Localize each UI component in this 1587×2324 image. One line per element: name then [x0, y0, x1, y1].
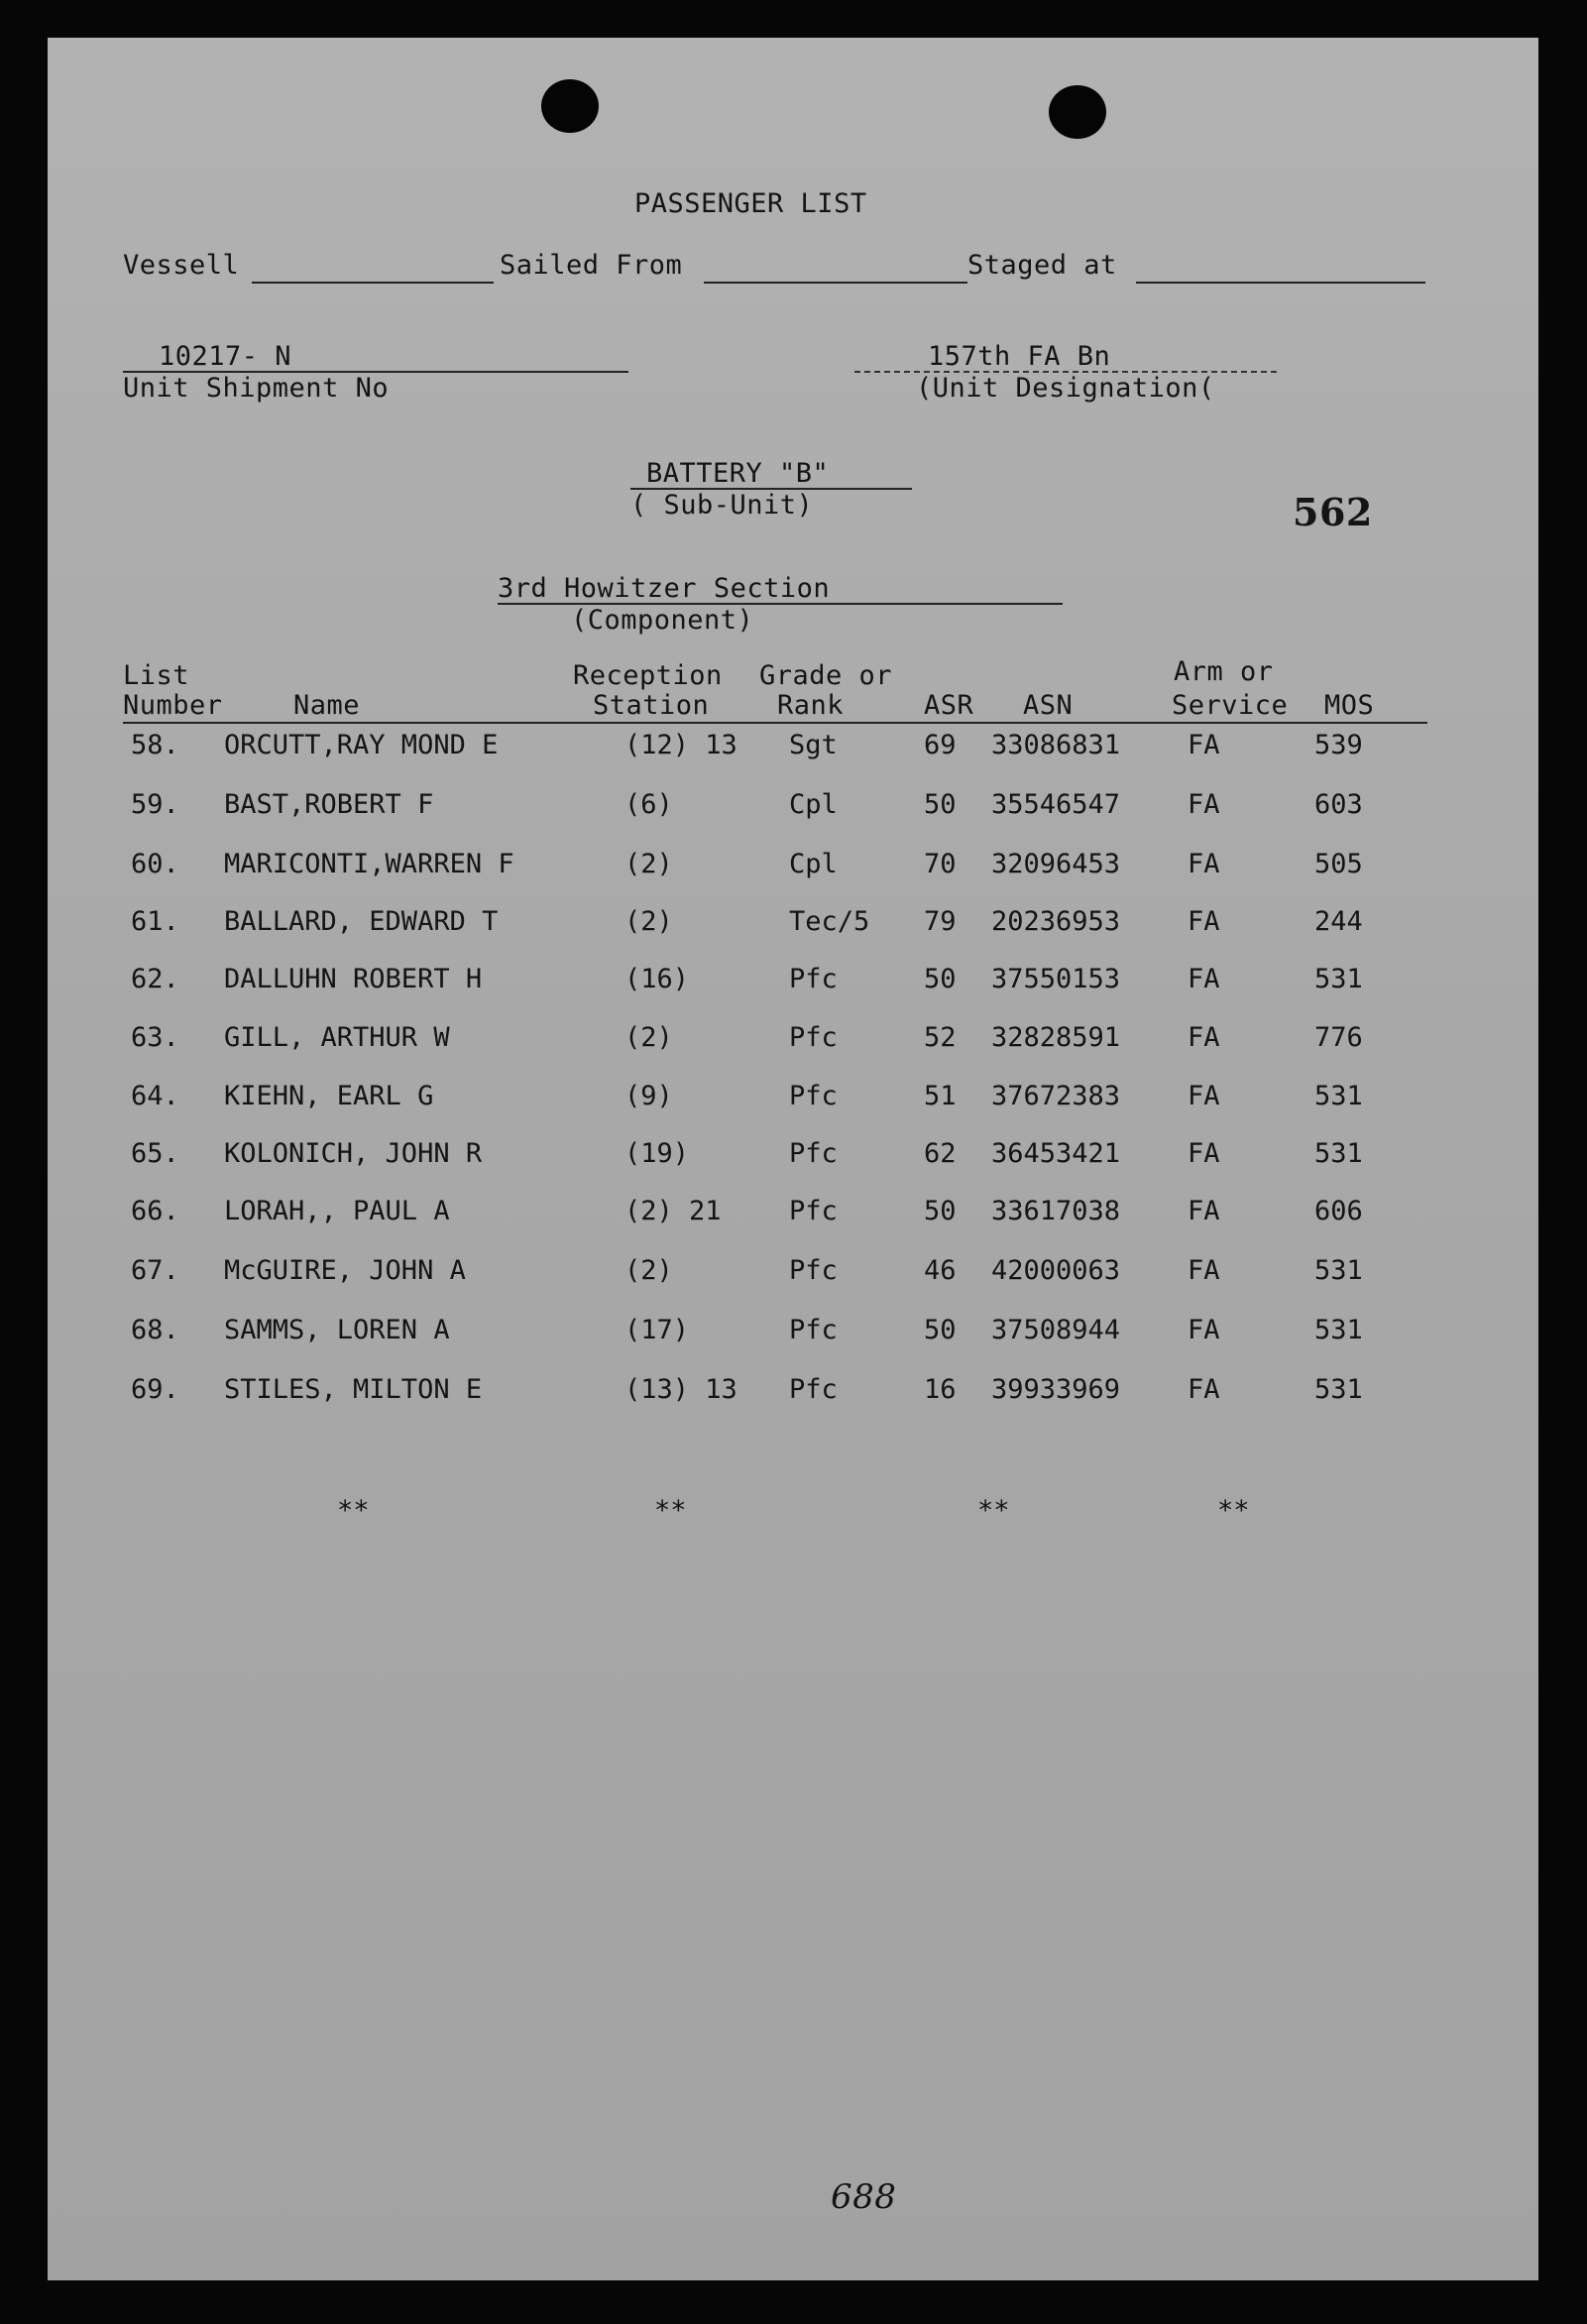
- asn: 35546547: [991, 789, 1121, 820]
- arm-service: FA: [1188, 849, 1220, 879]
- list-number: 63.: [131, 1022, 179, 1053]
- grade: Pfc: [789, 964, 838, 994]
- col-station-header-1: Reception: [573, 660, 723, 691]
- passenger-name: DALLUHN ROBERT H: [224, 964, 483, 994]
- reception-station: (2): [624, 1255, 673, 1286]
- table-row: [48, 789, 1538, 829]
- asr: 52: [924, 1022, 957, 1053]
- table-row: [48, 1081, 1538, 1120]
- reception-station: (16): [624, 964, 690, 994]
- list-number: 62.: [131, 964, 179, 994]
- table-row: [48, 1138, 1538, 1178]
- passenger-name: STILES, MILTON E: [224, 1374, 483, 1405]
- col-station-header-2: Station: [593, 690, 710, 721]
- mos: 531: [1314, 1374, 1363, 1405]
- table-row: [48, 1022, 1538, 1062]
- grade: Pfc: [789, 1138, 838, 1169]
- asr: 79: [924, 906, 957, 937]
- grade: Tec/5: [789, 906, 870, 937]
- reception-station: (9): [624, 1081, 673, 1111]
- mos: 531: [1314, 964, 1363, 994]
- asn: 20236953: [991, 906, 1121, 937]
- handwritten-page-number: 688: [831, 2177, 897, 2217]
- end-marker: **: [977, 1495, 1010, 1526]
- passenger-name: BALLARD, EDWARD T: [224, 906, 499, 937]
- asn: 33086831: [991, 730, 1121, 760]
- component-value: 3rd Howitzer Section: [498, 573, 831, 604]
- asn: 39933969: [991, 1374, 1121, 1405]
- header-rule: [123, 722, 1427, 724]
- mos: 539: [1314, 730, 1363, 760]
- grade: Pfc: [789, 1196, 838, 1226]
- component-label: (Component): [571, 605, 754, 636]
- asr: 16: [924, 1374, 957, 1405]
- asr: 46: [924, 1255, 957, 1286]
- table-row: [48, 964, 1538, 1003]
- arm-service: FA: [1188, 1022, 1220, 1053]
- reception-station: (6): [624, 789, 673, 820]
- list-number: 60.: [131, 849, 179, 879]
- asn: 32096453: [991, 849, 1121, 879]
- grade: Cpl: [789, 789, 838, 820]
- mos: 776: [1314, 1022, 1363, 1053]
- table-row: [48, 730, 1538, 769]
- mos: 606: [1314, 1196, 1363, 1226]
- asn: 36453421: [991, 1138, 1121, 1169]
- reception-station: (2): [624, 849, 673, 879]
- passenger-name: LORAH,, PAUL A: [224, 1196, 450, 1226]
- col-list-header-1: List: [123, 660, 190, 691]
- grade: Pfc: [789, 1022, 838, 1053]
- asn: 37550153: [991, 964, 1121, 994]
- grade: Pfc: [789, 1374, 838, 1405]
- col-grade-header-1: Grade or: [759, 660, 893, 691]
- sailed-from-field-line: [704, 282, 967, 284]
- mos: 603: [1314, 789, 1363, 820]
- list-number: 64.: [131, 1081, 179, 1111]
- asr: 50: [924, 1196, 957, 1226]
- table-row: [48, 1315, 1538, 1354]
- page-number-stamp: 562: [1293, 490, 1373, 534]
- unit-designation-label: (Unit Designation(: [916, 373, 1215, 404]
- arm-service: FA: [1188, 789, 1220, 820]
- asn: 37508944: [991, 1315, 1121, 1345]
- table-row: [48, 1374, 1538, 1414]
- grade: Cpl: [789, 849, 838, 879]
- col-arm-header-2: Service: [1172, 690, 1289, 721]
- passenger-name: McGUIRE, JOHN A: [224, 1255, 466, 1286]
- staged-at-field-line: [1136, 282, 1425, 284]
- end-marker: **: [1217, 1495, 1250, 1526]
- asn: 33617038: [991, 1196, 1121, 1226]
- mos: 505: [1314, 849, 1363, 879]
- reception-station: (13) 13: [624, 1374, 737, 1405]
- unit-designation-value: 157th FA Bn: [928, 341, 1111, 372]
- subunit-value: BATTERY "B": [646, 458, 830, 489]
- list-number: 65.: [131, 1138, 179, 1169]
- arm-service: FA: [1188, 1315, 1220, 1345]
- col-name-header: Name: [293, 690, 361, 721]
- passenger-name: GILL, ARTHUR W: [224, 1022, 450, 1053]
- asn: 37672383: [991, 1081, 1121, 1111]
- list-number: 69.: [131, 1374, 179, 1405]
- mos: 531: [1314, 1138, 1363, 1169]
- col-mos-header: MOS: [1324, 690, 1375, 721]
- col-asr-header: ASR: [924, 690, 974, 721]
- end-marker: **: [654, 1495, 687, 1526]
- asn: 42000063: [991, 1255, 1121, 1286]
- document-page: [48, 38, 1538, 2280]
- sailed-from-label: Sailed From: [500, 250, 683, 281]
- arm-service: FA: [1188, 1081, 1220, 1111]
- staged-at-label: Staged at: [967, 250, 1117, 281]
- punch-hole-left: [541, 79, 599, 133]
- arm-service: FA: [1188, 906, 1220, 937]
- passenger-name: MARICONTI,WARREN F: [224, 849, 514, 879]
- reception-station: (17): [624, 1315, 690, 1345]
- asr: 50: [924, 964, 957, 994]
- asr: 50: [924, 789, 957, 820]
- list-number: 58.: [131, 730, 179, 760]
- mos: 531: [1314, 1255, 1363, 1286]
- arm-service: FA: [1188, 1255, 1220, 1286]
- arm-service: FA: [1188, 1374, 1220, 1405]
- vessel-label: Vessell: [123, 250, 240, 281]
- reception-station: (2): [624, 906, 673, 937]
- table-row: [48, 1255, 1538, 1295]
- asr: 69: [924, 730, 957, 760]
- reception-station: (12) 13: [624, 730, 737, 760]
- passenger-name: ORCUTT,RAY MOND E: [224, 730, 499, 760]
- page-title: PASSENGER LIST: [634, 188, 867, 219]
- mos: 531: [1314, 1081, 1363, 1111]
- passenger-name: BAST,ROBERT F: [224, 789, 434, 820]
- col-arm-header-1: Arm or: [1174, 656, 1274, 687]
- col-grade-header-2: Rank: [777, 690, 845, 721]
- vessel-field-line: [252, 282, 494, 284]
- grade: Sgt: [789, 730, 838, 760]
- subunit-label: ( Sub-Unit): [630, 490, 814, 521]
- arm-service: FA: [1188, 964, 1220, 994]
- asn: 32828591: [991, 1022, 1121, 1053]
- col-asn-header: ASN: [1023, 690, 1074, 721]
- passenger-name: KOLONICH, JOHN R: [224, 1138, 483, 1169]
- asr: 70: [924, 849, 957, 879]
- list-number: 66.: [131, 1196, 179, 1226]
- list-number: 59.: [131, 789, 179, 820]
- punch-hole-right: [1049, 85, 1106, 139]
- passenger-name: SAMMS, LOREN A: [224, 1315, 450, 1345]
- table-row: [48, 849, 1538, 888]
- arm-service: FA: [1188, 1196, 1220, 1226]
- list-number: 61.: [131, 906, 179, 937]
- end-marker: **: [337, 1495, 370, 1526]
- mos: 244: [1314, 906, 1363, 937]
- asr: 50: [924, 1315, 957, 1345]
- reception-station: (19): [624, 1138, 690, 1169]
- reception-station: (2): [624, 1022, 673, 1053]
- shipment-number-value: 10217- N: [159, 341, 292, 372]
- passenger-name: KIEHN, EARL G: [224, 1081, 434, 1111]
- arm-service: FA: [1188, 1138, 1220, 1169]
- grade: Pfc: [789, 1081, 838, 1111]
- asr: 51: [924, 1081, 957, 1111]
- reception-station: (2) 21: [624, 1196, 722, 1226]
- arm-service: FA: [1188, 730, 1220, 760]
- table-row: [48, 1196, 1538, 1235]
- asr: 62: [924, 1138, 957, 1169]
- shipment-number-label: Unit Shipment No: [123, 373, 390, 404]
- col-list-header-2: Number: [123, 690, 223, 721]
- list-number: 67.: [131, 1255, 179, 1286]
- table-row: [48, 906, 1538, 946]
- mos: 531: [1314, 1315, 1363, 1345]
- grade: Pfc: [789, 1255, 838, 1286]
- grade: Pfc: [789, 1315, 838, 1345]
- list-number: 68.: [131, 1315, 179, 1345]
